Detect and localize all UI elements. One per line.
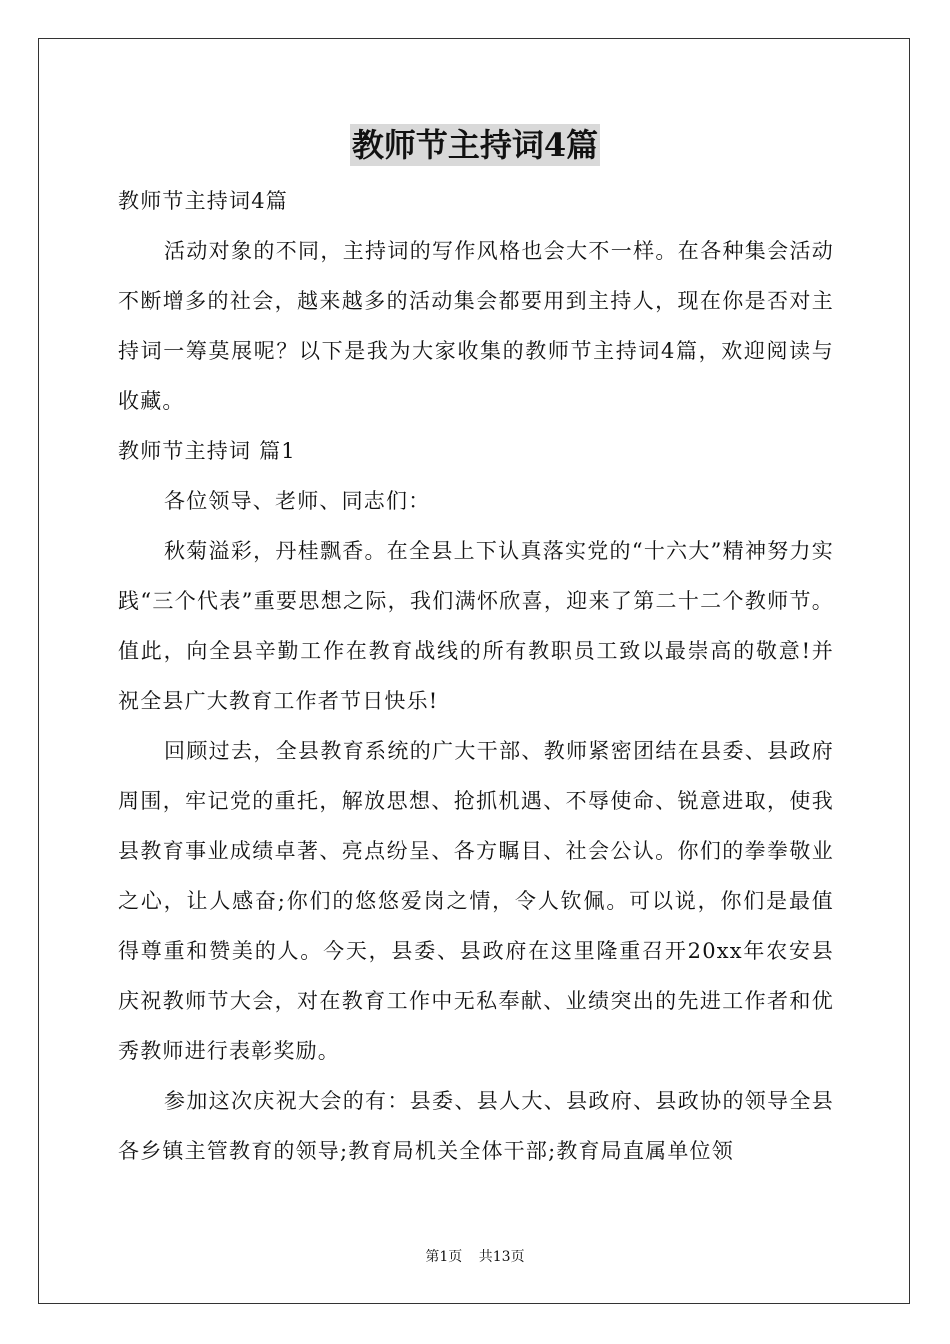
subtitle-line: 教师节主持词4篇 bbox=[118, 189, 288, 213]
section-heading: 教师节主持词 篇1 bbox=[118, 439, 296, 463]
intro-paragraph: 活动对象的不同，主持词的写作风格也会大不一样。在各种集会活动不断增多的社会，越来越多的活动集会都要用到主持人，现在你是否对主持词一筹莫展呢？以下是我为大家收集的教师节主持词4篇，欢迎阅读与收藏。 bbox=[118, 239, 834, 413]
salutation-paragraph: 各位领导、老师、同志们： bbox=[164, 489, 431, 513]
body-paragraph: 参加这次庆祝大会的有：县委、县人大、县政府、县政协的领导全县各乡镇主管教育的领导;教育局机关全体干部;教育局直属单位领 bbox=[118, 1089, 834, 1163]
body-paragraph: 秋菊溢彩，丹桂飘香。在全县上下认真落实党的“十六大”精神努力实践“三个代表”重要思想之际，我们满怀欣喜，迎来了第二十二个教师节。值此，向全县辛勤工作在教育战线的所有教职员工致以最崇高的敬意!并祝全县广大教育工作者节日快乐! bbox=[118, 539, 834, 713]
title-container bbox=[0, 124, 950, 166]
body-paragraph: 回顾过去，全县教育系统的广大干部、教师紧密团结在县委、县政府周围，牢记党的重托，解放思想、抢抓机遇、不辱使命、锐意进取，使我县教育事业成绩卓著、亮点纷呈、各方瞩目、社会公认。你们的拳拳敬业之心，让人感奋;你们的悠悠爱岗之情，令人钦佩。可以说，你们是最值得尊重和赞美的人。今天，县委、县政府在这里隆重召开20xx年农安县庆祝教师节大会，对在教育工作中无私奉献、业绩突出的先进工作者和优秀教师进行表彰奖励。 bbox=[118, 739, 834, 1063]
page-number: 第1页 bbox=[425, 1249, 463, 1265]
document-body bbox=[118, 176, 834, 1176]
document-title: 教师节主持词4篇 bbox=[351, 126, 599, 164]
page-footer bbox=[0, 1247, 950, 1267]
total-pages: 共13页 bbox=[478, 1249, 525, 1265]
